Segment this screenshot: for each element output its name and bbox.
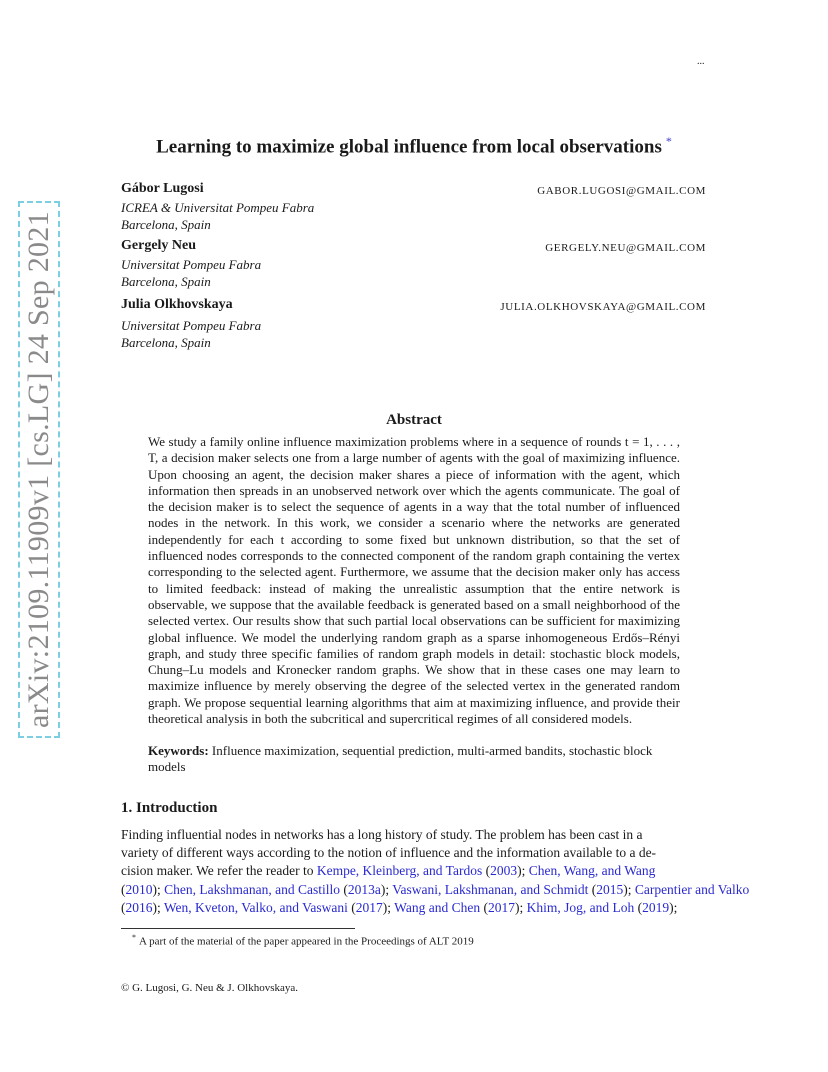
author-affiliation: ICREA & Universitat Pompeu Fabra (121, 200, 315, 215)
author-name: Gábor Lugosi (121, 181, 204, 196)
intro-line: cision maker. We refer the reader to Kempe, Kleinberg, and Tardos (2003); Chen, Wang, and Wang (121, 863, 656, 879)
author-email: GERGELY.NEU@GMAIL.COM (545, 242, 706, 254)
copyright-notice: © G. Lugosi, G. Neu & J. Olkhovskaya. (121, 982, 299, 994)
title-footnote-mark[interactable]: * (665, 134, 672, 148)
citation-year-link[interactable]: 2013a (347, 881, 381, 897)
intro-line: Finding influential nodes in networks has a long history of study. The problem has been cast in a (121, 827, 643, 842)
citation-year-link[interactable]: 2015 (596, 881, 624, 897)
intro-line: (2010); Chen, Lakshmanan, and Castillo (2013a); Vaswani, Lakshmanan, and Schmidt (2015); Carpentier and Valko (121, 881, 750, 897)
intro-line: (2016); Wen, Kveton, Valko, and Vaswani (2017); Wang and Chen (2017); Khim, Jog, and Loh (2019); (121, 899, 678, 915)
citation-link[interactable]: Wen, Kveton, Valko, and Vaswani (163, 899, 348, 915)
citation-year-link[interactable]: 2019 (642, 899, 670, 915)
citation-year-link[interactable]: 2017 (487, 899, 515, 915)
citation-link[interactable]: Kempe, Kleinberg, and Tardos (316, 863, 483, 879)
introduction-body (121, 826, 811, 917)
arxiv-stamp: arXiv:2109.11909v1 [cs.LG] 24 Sep 2021 (18, 201, 60, 738)
footnote-text: A part of the material of the paper appeared in the Proceedings of ALT 2019 (139, 935, 474, 948)
citation-year-link[interactable]: 2017 (355, 899, 383, 915)
author-name: Julia Olkhovskaya (121, 297, 233, 312)
header-ellipsis: ... (697, 56, 705, 67)
author-affiliation: Universitat Pompeu Fabra (121, 318, 262, 333)
intro-text: cision maker. We refer the reader to (121, 863, 317, 879)
keywords-text: Influence maximization, sequential prediction, multi-armed bandits, stochastic block models (148, 743, 653, 775)
citation-link[interactable]: Chen, Wang, and Wang (528, 863, 656, 879)
citation-year-link[interactable]: 2003 (490, 863, 518, 879)
paper-title (0, 134, 828, 158)
author-email: GABOR.LUGOSI@GMAIL.COM (537, 185, 706, 197)
paper-title-text: Learning to maximize global influence from local observations (156, 136, 662, 158)
citation-year-link[interactable]: 2016 (125, 899, 153, 915)
citation-link[interactable]: Khim, Jog, and Loh (526, 899, 635, 915)
footnote (132, 933, 474, 948)
author-name: Gergely Neu (121, 238, 197, 253)
author-location: Barcelona, Spain (121, 335, 211, 350)
author-location: Barcelona, Spain (121, 217, 211, 232)
abstract-heading: Abstract (386, 412, 442, 428)
abstract-body: We study a family online influence maximization problems where in a sequence of rounds t = 1, . . . , T, a decision maker selects one from a large number of agents with the goal of maximizing influence. Upon choosing an agent, the decision maker shares a piece of information with the agent, which information then spreads in an unobserved network over which the agents communicate. The goal of the decision maker is to select the sequence of agents in a way that the total number of influenced nodes in the network. In this work, we consider a scenario where the networks are generated independently for each t according to some fixed but unknown distribution, so that the set of influenced nodes corresponds to the connected component of the random graph containing the vertex corresponding to the selected agent. Furthermore, we assume that the decision maker only has access to limited feedback: instead of making the unrealistic assumption that the entire network is observable, we suppose that the available feedback is generated based on a small neighborhood of the selected vertex. Our results show that such partial local observations can be sufficient for maximizing global influence. We model the underlying random graph as a sparse inhomogeneous Erdős–Rényi graph, and study three specific families of random graph models in detail: stochastic block models, Chung–Lu models and Kronecker random graphs. We show that in these cases one may learn to maximize influence by merely observing the degree of the selected vertex in the generated random graph. We propose sequential learning algorithms that aim at maximizing influence, and provide their theoretical analysis in both the subcritical and supercritical regimes of all considered models. (148, 434, 680, 727)
citation-link[interactable]: Chen, Lakshmanan, and Castillo (164, 881, 340, 897)
author-location: Barcelona, Spain (121, 274, 211, 289)
footnote-mark: * (132, 933, 136, 942)
keywords (148, 743, 680, 776)
author-email: JULIA.OLKHOVSKAYA@GMAIL.COM (500, 301, 706, 313)
keywords-label: Keywords: (148, 743, 209, 758)
citation-link[interactable]: Wang and Chen (394, 899, 481, 915)
footnote-rule (121, 928, 355, 929)
citation-link[interactable]: Carpentier and Valko (634, 881, 750, 897)
section-heading-introduction: 1. Introduction (121, 800, 218, 816)
intro-line: variety of different ways according to the notion of influence and the information available to a de- (121, 845, 657, 861)
author-affiliation: Universitat Pompeu Fabra (121, 257, 262, 272)
citation-year-link[interactable]: 2010 (125, 881, 153, 897)
citation-link[interactable]: Vaswani, Lakshmanan, and Schmidt (392, 881, 589, 897)
